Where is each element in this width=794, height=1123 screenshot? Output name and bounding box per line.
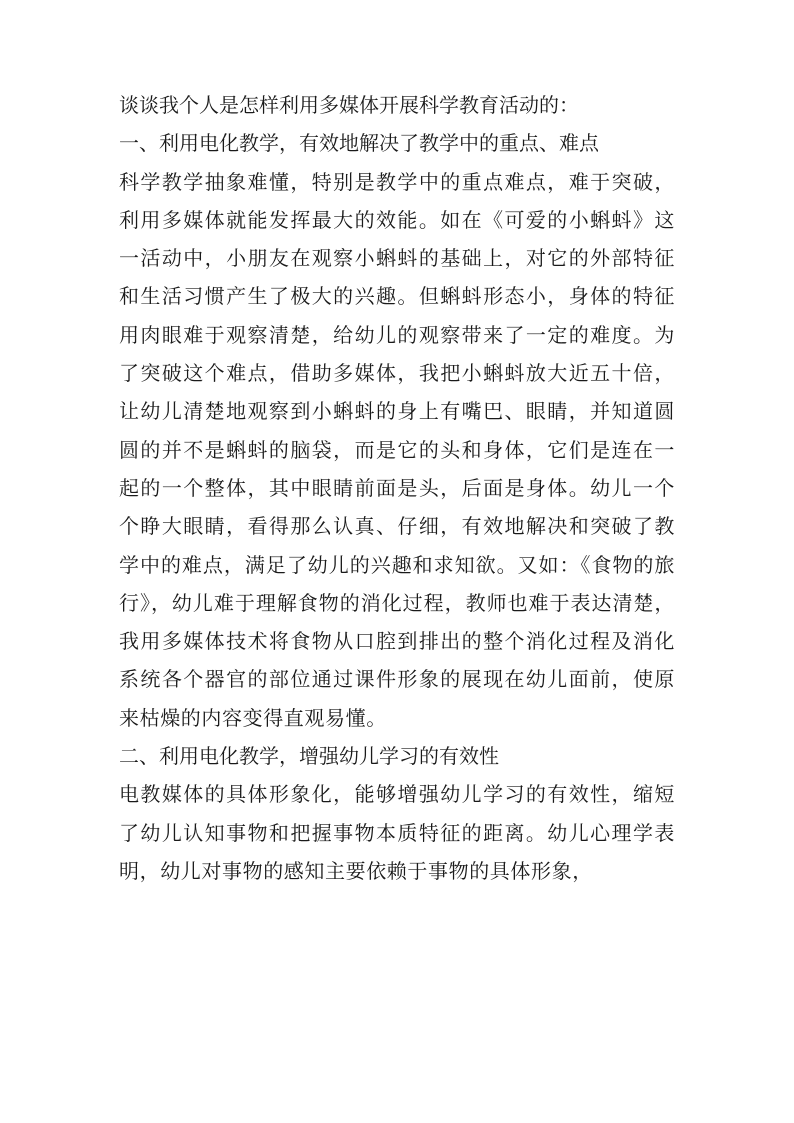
intro-line: 谈谈我个人是怎样利用多媒体开展科学教育活动的： <box>119 93 579 117</box>
section-heading-2: 二、利用电化教学，增强幼儿学习的有效性 <box>119 744 499 769</box>
section-heading-1: 一、利用电化教学，有效地解决了教学中的重点、难点 <box>119 131 599 156</box>
section-paragraph-2: 电教媒体的具体形象化，能够增强幼儿学习的有效性，缩短了幼儿认知事物和把握事物本质特征的距离。幼儿心理学表明，幼儿对事物的感知主要依赖于事物的具体形象， <box>119 782 675 883</box>
document-body <box>119 86 675 890</box>
section-paragraph-1: 科学教学抽象难懂，特别是教学中的重点难点，难于突破，利用多媒体就能发挥最大的效能。如在《可爱的小蝌蚪》这一活动中，小朋友在观察小蝌蚪的基础上，对它的外部特征和生活习惯产生了极大的兴趣。但蝌蚪形态小，身体的特征用肉眼难于观察清楚，给幼儿的观察带来了一定的难度。为了突破这个难点，借助多媒体，我把小蝌蚪放大近五十倍，让幼儿清楚地观察到小蝌蚪的身上有嘴巴、眼睛，并知道圆圆的并不是蝌蚪的脑袋，而是它的头和身体，它们是连在一起的一个整体，其中眼睛前面是头，后面是身体。幼儿一个个睁大眼睛，看得那么认真、仔细，有效地解决和突破了教学中的难点，满足了幼儿的兴趣和求知欲。又如：《食物的旅行》，幼儿难于理解食物的消化过程，教师也难于表达清楚，我用多媒体技术将食物从口腔到排出的整个消化过程及消化系统各个器官的部位通过课件形象的展现在幼儿面前，使原来枯燥的内容变得直观易懂。 <box>119 169 675 730</box>
